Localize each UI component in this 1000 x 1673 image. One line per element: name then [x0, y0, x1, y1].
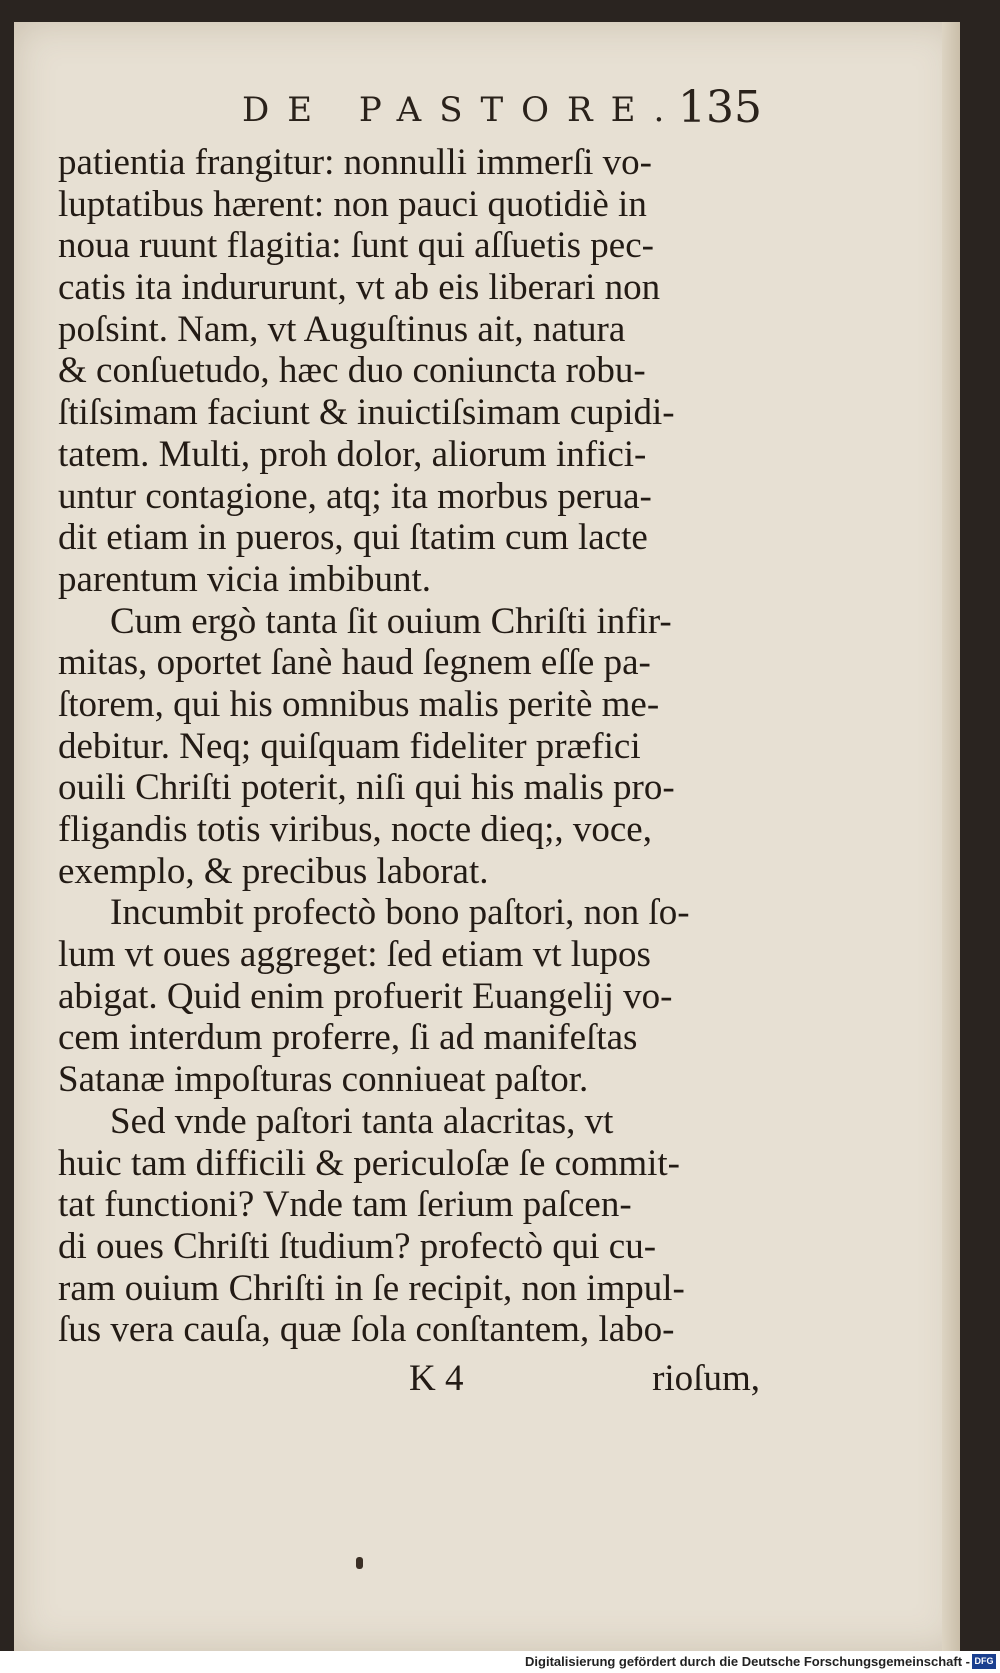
text-line: mitas, oportet ſanè haud ſegnem eſſe pa- — [58, 642, 651, 684]
credit-bar — [0, 1651, 1000, 1673]
text-line: luptatibus hærent: non pauci quotidiè in — [58, 183, 647, 225]
signature-mark: K 4 — [409, 1358, 464, 1399]
text-line: tatem. Multi, proh dolor, aliorum infici- — [58, 433, 647, 475]
credit-text: Digitalisierung gefördert durch die Deutsche Forschungsgemeinschaft - — [525, 1654, 970, 1669]
text-line: noua ruunt flagitia: ſunt qui aſſuetis pec- — [58, 225, 654, 267]
dfg-logo-icon: DFG — [972, 1654, 996, 1669]
text-line: dit etiam in pueros, qui ſtatim cum lacte — [58, 517, 648, 559]
text-line: parentum vicia imbibunt. — [58, 558, 431, 600]
text-line: tat functioni? Vnde tam ſerium paſcen- — [58, 1184, 632, 1226]
paragraph-start-line: Cum ergò tanta ſit ouium Chriſti infir- — [110, 600, 672, 642]
text-line: catis ita indururunt, vt ab eis liberari non — [58, 267, 661, 309]
text-line: cem interdum proferre, ſi ad manifeſtas — [58, 1017, 638, 1059]
paragraph-start-line: Incumbit profectò bono paſtori, non ſo- — [110, 892, 690, 934]
paragraph-start-line: Sed vnde paſtori tanta alacritas, vt — [110, 1100, 614, 1142]
text-line: lum vt oues aggreget: ſed etiam vt lupos — [58, 934, 651, 976]
body-text — [58, 142, 758, 1351]
text-line: untur contagione, atq; ita morbus perua- — [58, 475, 652, 517]
page-footer — [14, 1357, 760, 1407]
text-line: fligandis totis viribus, nocte dieq;, voce, — [58, 809, 652, 850]
text-line: poſsint. Nam, vt Auguſtinus ait, natura — [58, 308, 626, 350]
page-header — [242, 82, 762, 138]
book-page — [14, 22, 960, 1652]
text-line: ſtiſsimam faciunt & inuictiſsimam cupidi- — [58, 392, 675, 434]
text-line: ouili Chriſti poterit, niſi qui his malis pro- — [58, 767, 675, 809]
ink-spot — [356, 1557, 363, 1569]
text-line: ſus vera cauſa, quæ ſola conſtantem, labo- — [58, 1309, 675, 1351]
text-line: debitur. Neq; quiſquam fideliter præfici — [58, 725, 641, 767]
text-line: patientia frangitur: nonnulli immerſi vo- — [58, 142, 652, 183]
text-line: Satanæ impoſturas conniueat paſtor. — [58, 1059, 589, 1101]
text-line: exemplo, & precibus laborat. — [58, 850, 489, 892]
text-line: di oues Chriſti ſtudium? profectò qui cu- — [58, 1225, 657, 1267]
text-line: ſtorem, qui his omnibus malis peritè me- — [58, 683, 660, 725]
running-title: DE PASTORE. — [242, 90, 683, 130]
text-line: & conſuetudo, hæc duo coniuncta robu- — [58, 350, 646, 392]
text-line: ram ouium Chriſti in ſe recipit, non impul- — [58, 1267, 685, 1309]
catchword: rioſum, — [652, 1358, 760, 1399]
text-line: huic tam difficili & periculoſæ ſe commit- — [58, 1142, 681, 1184]
text-line: abigat. Quid enim profuerit Euangelij vo- — [58, 975, 673, 1017]
page-edge — [942, 22, 960, 1652]
page-number: 135 — [678, 82, 762, 133]
